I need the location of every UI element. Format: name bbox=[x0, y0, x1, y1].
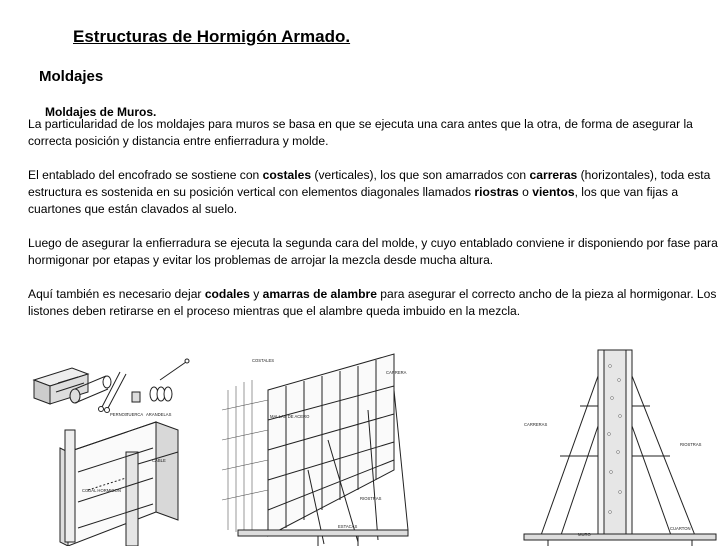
bold-term: costales bbox=[262, 168, 312, 182]
text-run: o bbox=[518, 185, 533, 199]
text-run: Luego de asegurar la enfierradura se ejecuta la segunda cara del molde, y cuyo entablado conviene ir disponiendo por fase para hormigonar por etapas y evitar los problemas de arrojar la mezcla desde mucha altura. bbox=[28, 236, 718, 267]
text-run: para asegurar el correcto ancho de la pieza al hormigonar. Los listones deben retirarse en el proceso mientras que el alambre queda imbuido en la mezcla. bbox=[28, 287, 717, 318]
bold-term: amarras de alambre bbox=[262, 287, 377, 301]
label-mallas: MALLAS DE ACERO bbox=[270, 414, 310, 419]
label-riostras: RIOSTRAS bbox=[680, 442, 702, 447]
label-riostras: RIOSTRAS bbox=[360, 496, 382, 501]
paragraph-4 bbox=[28, 286, 724, 320]
illustration-wall-ties bbox=[28, 352, 196, 546]
label-pernos: PERNOS bbox=[110, 412, 128, 417]
illustration-wall-formwork bbox=[208, 350, 416, 546]
formwork-section bbox=[60, 422, 178, 546]
bold-term: vientos bbox=[532, 185, 575, 199]
bold-term: carreras bbox=[529, 168, 578, 182]
bolts bbox=[99, 359, 190, 413]
label-carreras: CARRERAS bbox=[524, 422, 548, 427]
body-text bbox=[28, 116, 724, 337]
label-muro: MURO bbox=[578, 532, 591, 537]
text-run: , los que van fijas a cuartones que están clavados al suelo. bbox=[28, 185, 679, 216]
label-cable: CABLE bbox=[152, 458, 166, 463]
bold-term: codales bbox=[204, 287, 250, 301]
fig1-labels bbox=[110, 412, 172, 417]
label-codal: CODAL HORMIGON bbox=[82, 488, 121, 493]
rebar-mesh bbox=[222, 380, 268, 536]
illustration-wall-section bbox=[520, 346, 720, 546]
text-run: La particularidad de los moldajes para muros se basa en que se ejecuta una cara antes que la otra, de forma de asegurar la correcta posición y distancia entre enfierradura y molde. bbox=[28, 117, 693, 148]
text-run: El entablado del encofrado se sostiene con bbox=[28, 168, 263, 182]
paragraph-3 bbox=[28, 235, 724, 269]
label-cuarton: CUARTON bbox=[670, 526, 691, 531]
label-tuerca: TUERCA bbox=[126, 412, 144, 417]
text-run: (verticales), los que son amarrados con bbox=[311, 168, 530, 182]
bold-term: riostras bbox=[474, 185, 519, 199]
paragraph-2 bbox=[28, 167, 724, 218]
paragraph-1 bbox=[28, 116, 724, 150]
page-title: Estructuras de Hormigón Armado. bbox=[73, 27, 351, 46]
label-estacas: ESTACAS bbox=[338, 524, 358, 529]
nuts-washers bbox=[132, 387, 172, 402]
subsection-heading: Moldajes de Muros. bbox=[45, 105, 157, 119]
text-run: (horizontales), toda esta estructura es sostenida en su posición vertical con elementos diagonales llamados bbox=[28, 168, 711, 199]
text-run: y bbox=[249, 287, 263, 301]
label-arandelas: ARANDELAS bbox=[146, 412, 172, 417]
label-carrera: CARRERA bbox=[386, 370, 407, 375]
text-run: Aquí también es necesario dejar bbox=[28, 287, 205, 301]
concrete-wall bbox=[598, 350, 632, 540]
section-heading: Moldajes bbox=[39, 68, 104, 85]
label-costales: COSTALES bbox=[252, 358, 275, 363]
